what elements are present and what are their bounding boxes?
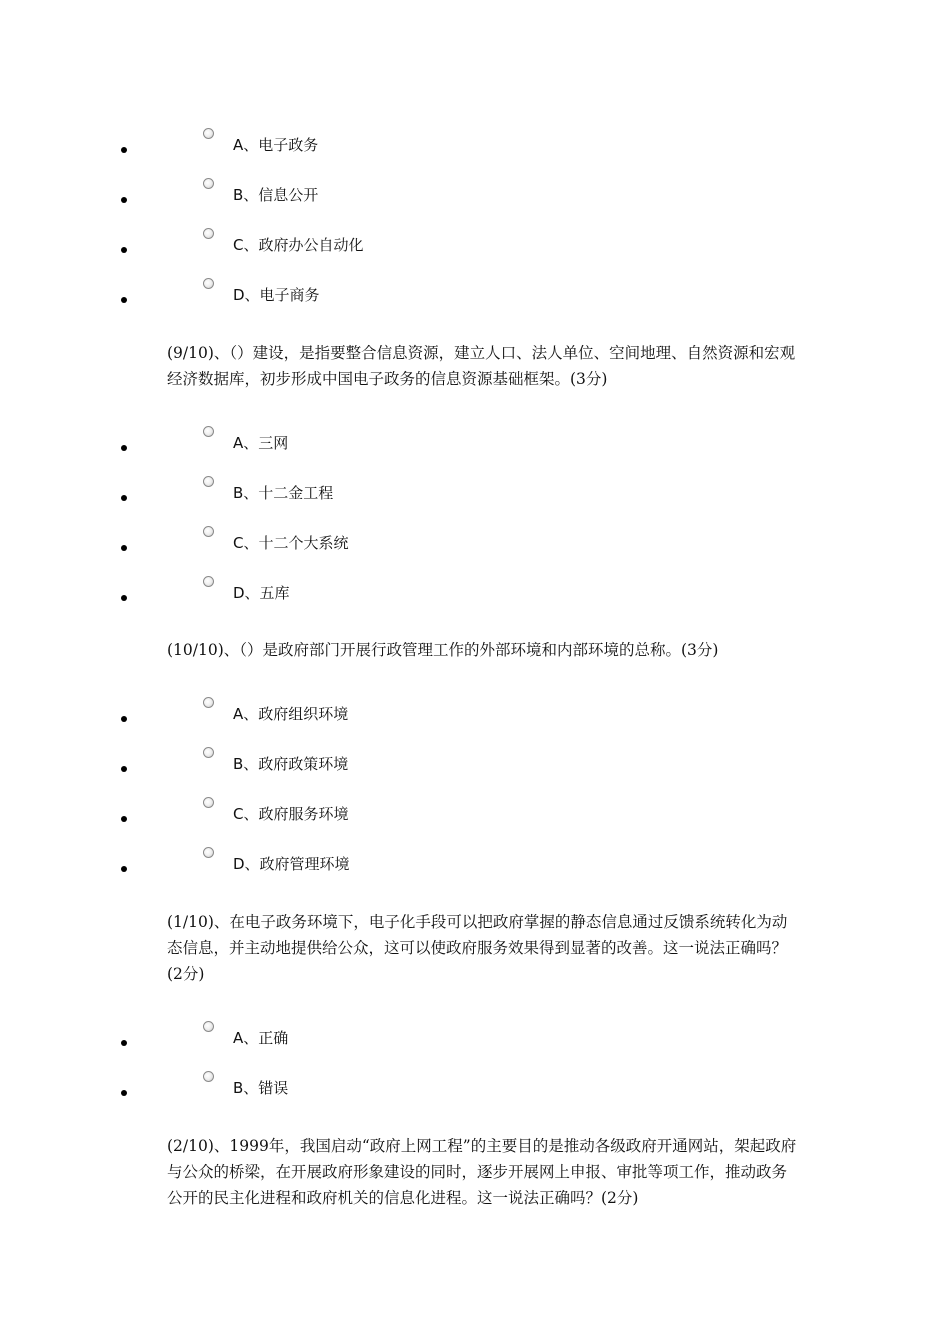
- bullet-dot-icon: [121, 716, 127, 722]
- option-label: B、错误: [233, 1079, 289, 1097]
- bullet-dot-icon: [121, 766, 127, 772]
- option-label: B、十二金工程: [233, 484, 334, 502]
- option-label: C、十二个大系统: [233, 534, 349, 552]
- bullet-dot-icon: [121, 247, 127, 253]
- option-label: C、政府办公自动化: [233, 236, 364, 254]
- radio-button[interactable]: [203, 526, 214, 537]
- radio-button[interactable]: [203, 747, 214, 758]
- radio-button[interactable]: [203, 847, 214, 858]
- option-label: A、三网: [233, 434, 289, 452]
- radio-button[interactable]: [203, 797, 214, 808]
- bullet-dot-icon: [121, 545, 127, 551]
- bullet-dot-icon: [121, 866, 127, 872]
- option-item[interactable]: [0, 795, 950, 845]
- option-label: B、信息公开: [233, 186, 319, 204]
- option-list: [0, 695, 950, 895]
- option-label: A、政府组织环境: [233, 705, 349, 723]
- radio-button[interactable]: [203, 128, 214, 139]
- option-item[interactable]: [0, 845, 950, 895]
- bullet-dot-icon: [121, 1090, 127, 1096]
- question-text: (10/10)、（）是政府部门开展行政管理工作的外部环境和内部环境的总称。(3分): [167, 641, 719, 659]
- option-item[interactable]: [0, 276, 950, 326]
- option-item[interactable]: [0, 1069, 950, 1119]
- option-item[interactable]: [0, 574, 950, 624]
- bullet-dot-icon: [121, 595, 127, 601]
- option-list: [0, 424, 950, 624]
- question-text: (1/10)、在电子政务环境下，电子化手段可以把政府掌握的静态信息通过反馈系统转化为动态信息，并主动地提供给公众，这可以使政府服务效果得到显著的改善。这一说法正确吗？(2分): [167, 913, 788, 983]
- option-label: B、政府政策环境: [233, 755, 349, 773]
- option-label: D、电子商务: [233, 286, 320, 304]
- radio-button[interactable]: [203, 476, 214, 487]
- option-item[interactable]: [0, 524, 950, 574]
- radio-button[interactable]: [203, 426, 214, 437]
- radio-button[interactable]: [203, 278, 214, 289]
- radio-button[interactable]: [203, 697, 214, 708]
- option-list: [0, 1019, 950, 1119]
- bullet-dot-icon: [121, 445, 127, 451]
- bullet-dot-icon: [121, 147, 127, 153]
- radio-button[interactable]: [203, 1071, 214, 1082]
- option-list: [0, 126, 950, 326]
- option-label: D、政府管理环境: [233, 855, 350, 873]
- bullet-dot-icon: [121, 495, 127, 501]
- radio-button[interactable]: [203, 576, 214, 587]
- bullet-dot-icon: [121, 816, 127, 822]
- option-item[interactable]: [0, 176, 950, 226]
- option-item[interactable]: [0, 745, 950, 795]
- option-label: C、政府服务环境: [233, 805, 349, 823]
- radio-button[interactable]: [203, 1021, 214, 1032]
- radio-button[interactable]: [203, 178, 214, 189]
- question-text: (9/10)、（）建设，是指要整合信息资源，建立人口、法人单位、空间地理、自然资源和宏观经济数据库，初步形成中国电子政务的信息资源基础框架。(3分): [167, 344, 796, 388]
- radio-button[interactable]: [203, 228, 214, 239]
- option-item[interactable]: [0, 424, 950, 474]
- bullet-dot-icon: [121, 1040, 127, 1046]
- question-text: (2/10)、1999年，我国启动“政府上网工程”的主要目的是推动各级政府开通网站，架起政府与公众的桥梁，在开展政府形象建设的同时，逐步开展网上申报、审批等项工作，推动政务公开的民主化进程和政府机关的信息化进程。这一说法正确吗？(2分): [167, 1137, 797, 1207]
- bullet-dot-icon: [121, 297, 127, 303]
- option-label: A、正确: [233, 1029, 289, 1047]
- option-item[interactable]: [0, 695, 950, 745]
- option-item[interactable]: [0, 126, 950, 176]
- option-item[interactable]: [0, 474, 950, 524]
- option-item[interactable]: [0, 1019, 950, 1069]
- bullet-dot-icon: [121, 197, 127, 203]
- option-label: A、电子政务: [233, 136, 319, 154]
- option-item[interactable]: [0, 226, 950, 276]
- option-label: D、五库: [233, 584, 290, 602]
